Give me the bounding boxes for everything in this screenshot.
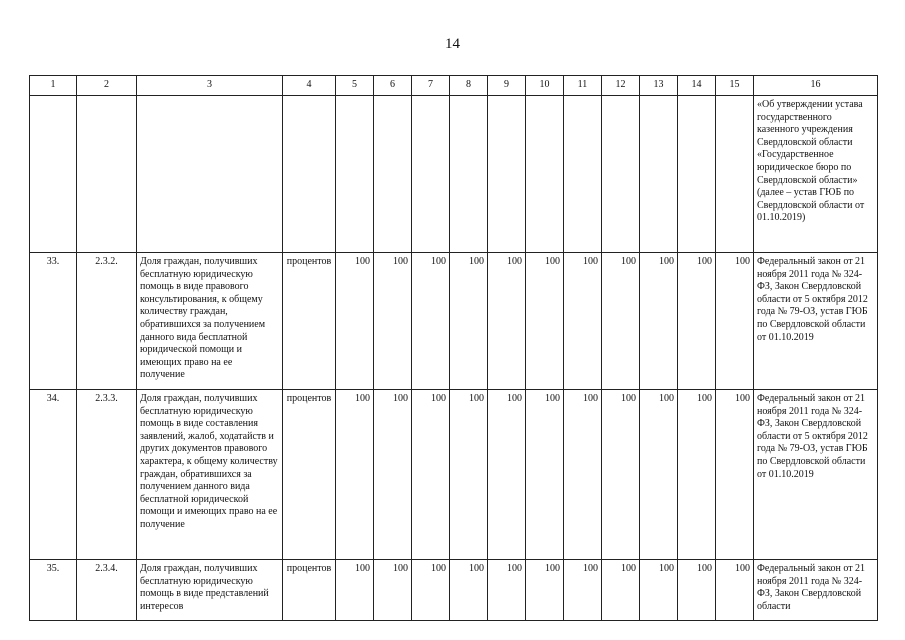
value-cell: 100 <box>602 560 640 621</box>
value-cell: 100 <box>412 560 450 621</box>
legal-basis-cell: Федеральный закон от 21 ноября 2011 года № 324-ФЗ, Закон Свердловской области от 5 октября 2012 года № 79-ОЗ, устав ГЮБ по Свердловской области от 01.10.2019 <box>754 390 878 560</box>
unit-cell: процентов <box>283 253 336 390</box>
header-cell: 8 <box>450 76 488 96</box>
header-cell: 12 <box>602 76 640 96</box>
value-cell <box>602 96 640 253</box>
value-cell: 100 <box>488 560 526 621</box>
value-cell: 100 <box>526 390 564 560</box>
unit-cell <box>283 96 336 253</box>
value-cell: 100 <box>678 390 716 560</box>
code-cell <box>77 96 137 253</box>
value-cell: 100 <box>640 560 678 621</box>
legal-basis-cell: «Об утверждении устава государственного казенного учреждения Свердловской области «Государственное юридическое бюро по Свердловской области» (далее – устав ГЮБ по Свердловской области от 01.10.2019) <box>754 96 878 253</box>
table-row <box>30 560 878 621</box>
value-cell: 100 <box>526 560 564 621</box>
value-cell: 100 <box>640 390 678 560</box>
value-cell: 100 <box>374 253 412 390</box>
value-cell: 100 <box>488 390 526 560</box>
table-row <box>30 253 878 390</box>
legal-basis-cell: Федеральный закон от 21 ноября 2011 года № 324-ФЗ, Закон Свердловской области <box>754 560 878 621</box>
header-cell: 4 <box>283 76 336 96</box>
page-number: 14 <box>445 36 460 52</box>
row-number-cell: 33. <box>30 253 77 390</box>
row-number-cell: 34. <box>30 390 77 560</box>
code-cell: 2.3.4. <box>77 560 137 621</box>
header-cell: 2 <box>77 76 137 96</box>
value-cell: 100 <box>412 253 450 390</box>
header-cell: 6 <box>374 76 412 96</box>
header-cell: 16 <box>754 76 878 96</box>
value-cell: 100 <box>564 560 602 621</box>
value-cell <box>450 96 488 253</box>
indicator-cell <box>137 96 283 253</box>
code-cell: 2.3.2. <box>77 253 137 390</box>
header-cell: 15 <box>716 76 754 96</box>
value-cell: 100 <box>678 560 716 621</box>
unit-cell: процентов <box>283 560 336 621</box>
indicator-cell: Доля граждан, получивших бесплатную юридическую помощь в виде представлений интересов <box>137 560 283 621</box>
value-cell: 100 <box>336 560 374 621</box>
value-cell: 100 <box>336 390 374 560</box>
header-cell: 3 <box>137 76 283 96</box>
value-cell: 100 <box>716 560 754 621</box>
value-cell: 100 <box>450 390 488 560</box>
value-cell <box>716 96 754 253</box>
value-cell <box>526 96 564 253</box>
value-cell: 100 <box>374 390 412 560</box>
indicators-table <box>29 75 878 621</box>
row-number-cell: 35. <box>30 560 77 621</box>
value-cell: 100 <box>564 253 602 390</box>
table-row <box>30 96 878 253</box>
header-cell: 9 <box>488 76 526 96</box>
row-number-cell <box>30 96 77 253</box>
value-cell <box>488 96 526 253</box>
value-cell: 100 <box>526 253 564 390</box>
value-cell: 100 <box>488 253 526 390</box>
header-cell: 14 <box>678 76 716 96</box>
indicator-cell: Доля граждан, получивших бесплатную юридическую помощь в виде составления заявлений, жалоб, ходатайств и других документов правового характера, к общему количеству граждан, обратившихся за получением данного вида бесплатной юридической помощи и имеющих право на ее получение <box>137 390 283 560</box>
value-cell <box>374 96 412 253</box>
value-cell <box>564 96 602 253</box>
value-cell: 100 <box>374 560 412 621</box>
header-cell: 11 <box>564 76 602 96</box>
value-cell <box>336 96 374 253</box>
header-cell: 10 <box>526 76 564 96</box>
table-row <box>30 390 878 560</box>
legal-basis-cell: Федеральный закон от 21 ноября 2011 года № 324-ФЗ, Закон Свердловской области от 5 октября 2012 года № 79-ОЗ, устав ГЮБ по Свердловской области от 01.10.2019 <box>754 253 878 390</box>
code-cell: 2.3.3. <box>77 390 137 560</box>
value-cell <box>678 96 716 253</box>
value-cell: 100 <box>602 253 640 390</box>
value-cell <box>412 96 450 253</box>
value-cell: 100 <box>450 560 488 621</box>
header-cell: 5 <box>336 76 374 96</box>
value-cell: 100 <box>564 390 602 560</box>
header-cell: 13 <box>640 76 678 96</box>
table-header-row <box>30 76 878 96</box>
value-cell: 100 <box>716 253 754 390</box>
header-cell: 1 <box>30 76 77 96</box>
value-cell: 100 <box>602 390 640 560</box>
header-cell: 7 <box>412 76 450 96</box>
unit-cell: процентов <box>283 390 336 560</box>
value-cell: 100 <box>412 390 450 560</box>
value-cell <box>640 96 678 253</box>
value-cell: 100 <box>640 253 678 390</box>
value-cell: 100 <box>336 253 374 390</box>
value-cell: 100 <box>678 253 716 390</box>
value-cell: 100 <box>716 390 754 560</box>
indicator-cell: Доля граждан, получивших бесплатную юридическую помощь в виде правового консультирования, к общему количеству граждан, обратившихся за получением данного вида бесплатной юридической помощи и имеющих право на ее получение <box>137 253 283 390</box>
value-cell: 100 <box>450 253 488 390</box>
